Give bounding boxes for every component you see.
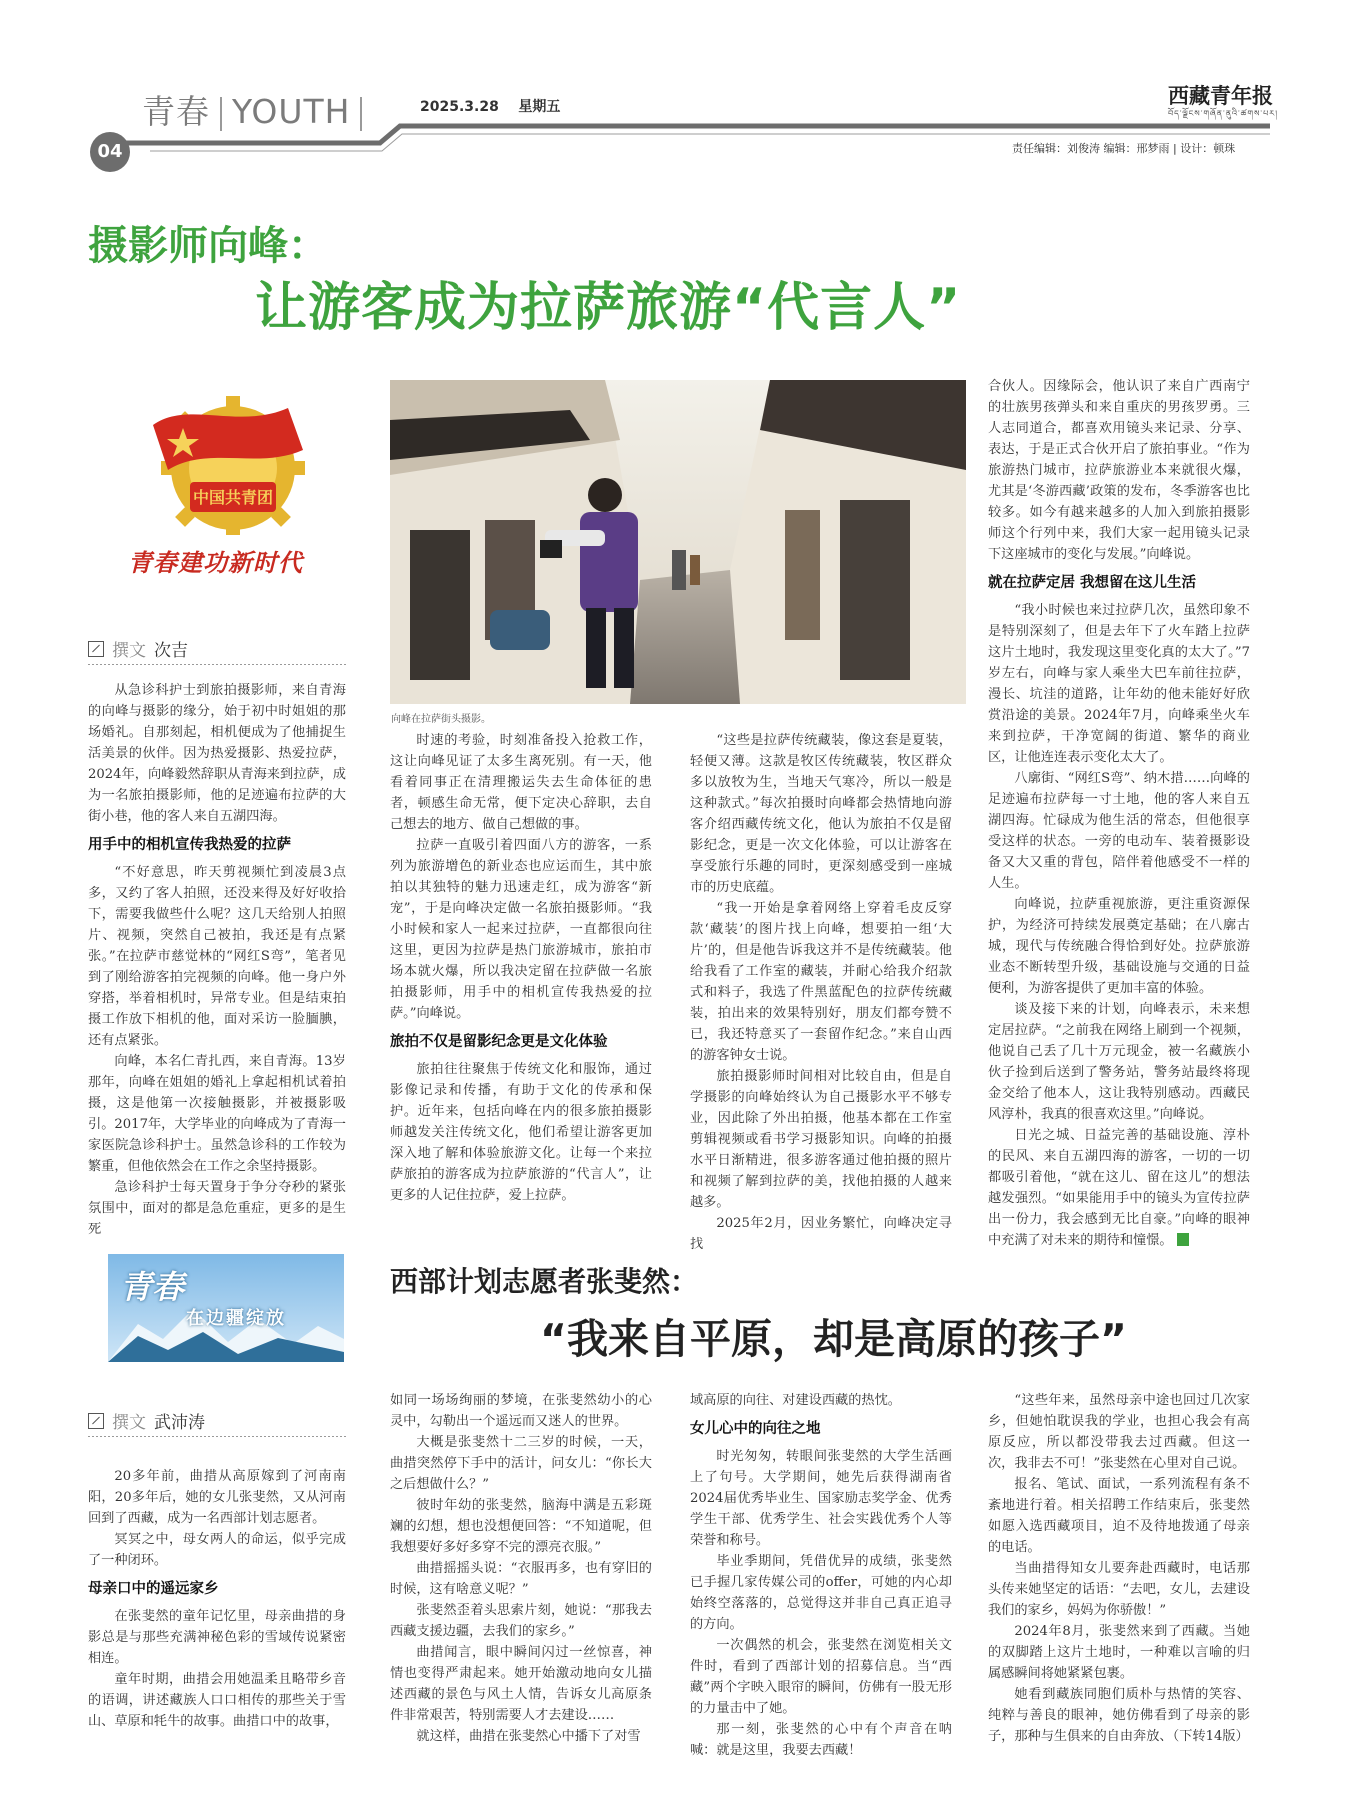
- subheading: 就在拉萨定居 我想留在这儿生活: [988, 575, 1197, 591]
- logo-slogan: 青春建功新时代: [128, 548, 303, 577]
- paragraph: 时速的考验，时刻准备投入抢救工作，这让向峰见证了太多生离死别。有一天，他看着同事正在清理搬运失去生命体征的患者，顿感生命无常，便下定决心辞职，去自己想去的地方、做自己想做的事。: [390, 733, 652, 832]
- section-en: YOUTH: [232, 92, 351, 131]
- byline-divider: [88, 664, 346, 665]
- article1-title-line2: 让游客成为拉萨旅游“代言人”: [255, 278, 962, 338]
- subheading: 旅拍不仅是留影纪念更是文化体验: [390, 1034, 608, 1050]
- article1-title-line1: 摄影师向峰：: [88, 222, 328, 269]
- byline-name: 武沛涛: [154, 1413, 205, 1433]
- paragraph: 曲措闻言，眼中瞬间闪过一丝惊喜，神情也变得严肃起来。她开始激动地向女儿描述西藏的景色与风土人情，告诉女儿高原条件非常艰苦，特别需要人才去建设……: [390, 1645, 652, 1723]
- paragraph: 域高原的向往、对建设西藏的热忱。: [690, 1393, 901, 1408]
- paragraph: 日光之城、日益完善的基础设施、淳朴的民风、来自五湖四海的游客，一切的一切都吸引着他，“就在这儿、留在这儿”的想法越发强烈。“如果能用手中的镜头为宣传拉萨出一份力，我会感到无比自豪。”向峰的眼神中充满了对未来的期待和憧憬。: [988, 1128, 1250, 1248]
- article2-column-3: [690, 1390, 952, 1761]
- paragraph: 急诊科护士每天置身于争分夺秒的紧张氛围中，面对的都是急危重症，更多的是生死: [88, 1180, 346, 1237]
- paragraph: 张斐然歪着头思索片刻，她说：“那我去西藏支援边疆，去我们的家乡。”: [390, 1603, 652, 1639]
- paragraph: 2024年8月，张斐然来到了西藏。当她的双脚踏上这片土地时，一种难以言喻的归属感瞬间将她紧紧包裹。: [988, 1624, 1250, 1681]
- paragraph: 旅拍往往聚焦于传统文化和服饰，通过影像记录和传播，有助于文化的传承和保护。近年来，包括向峰在内的很多旅拍摄影师越发关注传统文化，他们希望让游客更加深入地了解和体验旅游文化。让每一个来拉萨旅拍的游客成为拉萨旅游的“代言人”，让更多的人记住拉萨，爱上拉萨。: [390, 1062, 652, 1203]
- paragraph: 2025年2月，因业务繁忙，向峰决定寻找: [690, 1216, 952, 1252]
- weekday-text: 星期五: [518, 99, 561, 115]
- youth-league-logo: [128, 390, 338, 590]
- paragraph: 向峰说，拉萨重视旅游，更注重资源保护，为经济可持续发展奠定基础；在八廓古城，现代与传统融合得恰到好处。拉萨旅游业态不断转型升级，基础设施与交通的日益便利，为游客提供了更加丰富的体验。: [988, 897, 1250, 996]
- paragraph: 向峰，本名仁青扎西，来自青海。13岁那年，向峰在姐姐的婚礼上拿起相机试着拍摄，这是他第一次接触摄影，并被摄影吸引。2017年，大学毕业的向峰成为了青海一家医院急诊科护士。虽然急诊科的工作较为繁重，但他依然会在工作之余坚持摄影。: [88, 1054, 346, 1174]
- paragraph: 谈及接下来的计划，向峰表示，未来想定居拉萨。“之前我在网络上刷到一个视频，他说自己丢了几十万元现金，被一名藏族小伙子捡到后送到了警务站，警务站最终将现金交给了他本人，这让我特别感动。西藏民风淳朴，我真的很喜欢这里。”向峰说。: [988, 1002, 1250, 1122]
- photo-caption: 向峰在拉萨街头摄影。: [391, 714, 491, 725]
- banner-title: 青春: [120, 1268, 185, 1306]
- paragraph: 从急诊科护士到旅拍摄影师，来自青海的向峰与摄影的缘分，始于初中时姐姐的那场婚礼。自那刻起，相机便成为了他捕捉生活美景的伙伴。因为热爱摄影、热爱拉萨，2024年，向峰毅然辞职从青海来到拉萨，成为一名旅拍摄影师，他的足迹遍布拉萨的大街小巷，他的客人来自五湖四海。: [88, 683, 346, 824]
- street-photo: [390, 380, 966, 704]
- logo-banner-text: 中国共青团: [192, 488, 274, 507]
- paragraph: 她看到藏族同胞们质朴与热情的笑容、纯粹与善良的眼神，她仿佛看到了母亲的影子，那种与生俱来的自由奔放、（下转14版）: [988, 1687, 1250, 1744]
- editor-credits: 责任编辑：刘俊涛 编辑：邢梦雨 | 设计：顿珠: [1012, 142, 1236, 155]
- article1-column-4: [988, 376, 1250, 1251]
- paragraph: 那一刻，张斐然的心中有个声音在呐喊：就是这里，我要去西藏！: [690, 1722, 952, 1758]
- article1-column-3: [690, 730, 952, 1255]
- article1-column-1: [88, 680, 346, 1240]
- paragraph: 一次偶然的机会，张斐然在浏览相关文件时，看到了西部计划的招募信息。当“西藏”两个字映入眼帘的瞬间，仿佛有一股无形的力量击中了她。: [690, 1638, 952, 1716]
- byline-label: 撰文: [112, 641, 146, 661]
- paragraph: 童年时期，曲措会用她温柔且略带乡音的语调，讲述藏族人口口相传的那些关于雪山、草原和牦牛的故事。曲措口中的故事，: [88, 1672, 346, 1729]
- paragraph: 在张斐然的童年记忆里，母亲曲措的身影总是与那些充满神秘色彩的雪域传说紧密相连。: [88, 1609, 346, 1666]
- article2-title-line2: “我来自平原，却是高原的孩子”: [540, 1315, 1127, 1363]
- article1-column-2: [390, 730, 652, 1206]
- banner-subtitle: 在边疆绽放: [186, 1308, 286, 1329]
- pen-icon: [88, 1413, 104, 1429]
- paragraph: 合伙人。因缘际会，他认识了来自广西南宁的壮族男孩弹头和来自重庆的男孩罗勇。三人志同道合，都喜欢用镜头来记录、分享、表达，于是正式合伙开启了旅拍事业。“作为旅游热门城市，拉萨旅游业本来就很火爆，尤其是‘冬游西藏’政策的发布，冬季游客也比较多。如今有越来越多的人加入到旅拍摄影师这个行列中来，我们大家一起用镜头记录下这座城市的变化与发展。”向峰说。: [988, 379, 1250, 562]
- paragraph: 冥冥之中，母女两人的命运，似乎完成了一种闭环。: [88, 1532, 346, 1568]
- byline-divider: [88, 1436, 346, 1437]
- byline-label: 撰文: [112, 1413, 146, 1433]
- article2-byline: [88, 1408, 205, 1433]
- paragraph: 报名、笔试、面试，一系列流程有条不紊地进行着。相关招聘工作结束后，张斐然如愿入选西藏项目，迫不及待地拨通了母亲的电话。: [988, 1477, 1250, 1555]
- article2-column-1: [88, 1466, 346, 1732]
- date-text: 2025.3.28: [420, 99, 499, 115]
- paragraph: 拉萨一直吸引着四面八方的游客，一系列为旅游增色的新业态也应运而生，其中旅拍以其独特的魅力迅速走红，成为游客“新宠”，于是向峰决定做一名旅拍摄影师。“我小时候和家人一起来过拉萨，一直都很向往这里，更因为拉萨是热门旅游城市，旅拍市场本就火爆，所以我决定留在拉萨做一名旅拍摄影师，用手中的相机宣传我热爱的拉萨。”向峰说。: [390, 838, 652, 1021]
- subheading: 女儿心中的向往之地: [690, 1421, 821, 1437]
- paragraph: 大概是张斐然十二三岁的时候，一天，曲措突然停下手中的活计，问女儿：“你长大之后想做什么？”: [390, 1435, 652, 1492]
- pen-icon: [88, 641, 104, 657]
- paragraph: 20多年前，曲措从高原嫁到了河南南阳，20多年后，她的女儿张斐然，又从河南回到了西藏，成为一名西部计划志愿者。: [88, 1469, 346, 1526]
- article2-column-4: [988, 1390, 1250, 1747]
- article2-title-line1: 西部计划志愿者张斐然：: [390, 1265, 699, 1298]
- paragraph: 时光匆匆，转眼间张斐然的大学生活画上了句号。大学期间，她先后获得湖南省2024届优秀毕业生、国家励志奖学金、优秀学生干部、优秀学生、社会实践优秀个人等荣誉和称号。: [690, 1449, 952, 1548]
- subheading: 用手中的相机宣传我热爱的拉萨: [88, 837, 291, 853]
- paragraph: 彼时年幼的张斐然，脑海中满是五彩斑斓的幻想，想也没想便回答：“不知道呢，但我想要好多好多穿不完的漂亮衣服。”: [390, 1498, 652, 1555]
- paragraph: 毕业季期间，凭借优异的成绩，张斐然已手握几家传媒公司的offer，可她的内心却始终空落落的，总觉得这并非自己真正追寻的方向。: [690, 1554, 952, 1632]
- frontier-banner: [108, 1254, 344, 1362]
- end-mark-icon: [1177, 1233, 1189, 1246]
- paragraph: 当曲措得知女儿要奔赴西藏时，电话那头传来她坚定的话语：“去吧，女儿，去建设我们的家乡，妈妈为你骄傲！”: [988, 1561, 1250, 1618]
- section-cn: 青春: [142, 92, 210, 131]
- paragraph: 八廓街、“网红S弯”、纳木措……向峰的足迹遍布拉萨每一寸土地，他的客人来自五湖四海。忙碌成为他生活的常态，但他很享受这样的状态。一旁的电动车、装着摄影设备又大又重的背包，陪伴着他感受不一样的人生。: [988, 771, 1250, 891]
- paragraph: “这些是拉萨传统藏装，像这套是夏装，轻便又薄。这款是牧区传统藏装，牧区群众多以放牧为生，当地天气寒冷，所以一般是这种款式。”每次拍摄时向峰都会热情地向游客介绍西藏传统文化，他认为旅拍不仅是留影纪念，更是一次文化体验，可以让游客在享受旅行乐趣的同时，更深刻感受到一座城市的历史底蕴。: [690, 733, 952, 895]
- paragraph: “这些年来，虽然母亲中途也回过几次家乡，但她怕耽误我的学业，也担心我会有高原反应，所以都没带我去过西藏。但这一次，我非去不可！”张斐然在心里对自己说。: [988, 1393, 1250, 1471]
- paragraph: “我一开始是拿着网络上穿着毛皮反穿款‘藏装’的图片找上向峰，想要拍一组‘大片’的，但是他告诉我这并不是传统藏装。他给我看了工作室的藏装，并耐心给我介绍款式和料子，我选了件黑蓝配色的拉萨传统藏装，拍出来的效果特别好，朋友们都夸赞不已，我还特意买了一套留作纪念。”来自山西的游客钟女士说。: [690, 901, 952, 1063]
- paragraph: 如同一场场绚丽的梦境，在张斐然幼小的心灵中，勾勒出一个遥远而又迷人的世界。: [390, 1393, 652, 1429]
- article2-column-2: [390, 1390, 652, 1747]
- subheading: 母亲口中的遥远家乡: [88, 1581, 219, 1597]
- paper-masthead: 西藏青年报: [1168, 83, 1273, 108]
- paragraph: 就这样，曲措在张斐然心中播下了对雪: [416, 1729, 641, 1744]
- paragraph: 旅拍摄影师时间相对比较自由，但是自学摄影的向峰始终认为自己摄影水平不够专业，因此除了外出拍摄，他基本都在工作室剪辑视频或看书学习摄影知识。向峰的拍摄水平日渐精进，很多游客通过他拍摄的照片和视频了解到拉萨的美，找他拍摄的人越来越多。: [690, 1069, 952, 1210]
- article1-byline: [88, 636, 188, 661]
- paper-masthead-tibetan: བོད་ལྗོངས་གཞོན་ནུའི་ཚགས་པར།: [1168, 109, 1278, 118]
- paragraph: 曲措摇摇头说：“衣服再多，也有穿旧的时候，这有啥意义呢？”: [390, 1561, 652, 1597]
- page-number: 04: [90, 132, 130, 172]
- byline-name: 次吉: [154, 641, 188, 661]
- paragraph: “不好意思，昨天剪视频忙到凌晨3点多，又约了客人拍照，还没来得及好好收拾下，需要我做些什么呢？这几天给别人拍照片、视频，突然自己被拍，我还是有点紧张。”在拉萨市慈觉林的“网红S弯”，笔者见到了刚给游客拍完视频的向峰。他一身户外穿搭，举着相机时，异常专业。但是结束拍摄工作放下相机的他，面对采访一脸腼腆，还有点紧张。: [88, 865, 346, 1048]
- paragraph: “我小时候也来过拉萨几次，虽然印象不是特别深刻了，但是去年下了火车踏上拉萨这片土地时，我发现这里变化真的太大了。”7岁左右，向峰与家人乘坐大巴车前往拉萨，漫长、坑洼的道路，让年幼的他未能好好欣赏沿途的美景。2024年7月，向峰乘坐火车来到拉萨，干净宽阔的街道、繁华的商业区，让他连连表示变化太大了。: [988, 603, 1250, 765]
